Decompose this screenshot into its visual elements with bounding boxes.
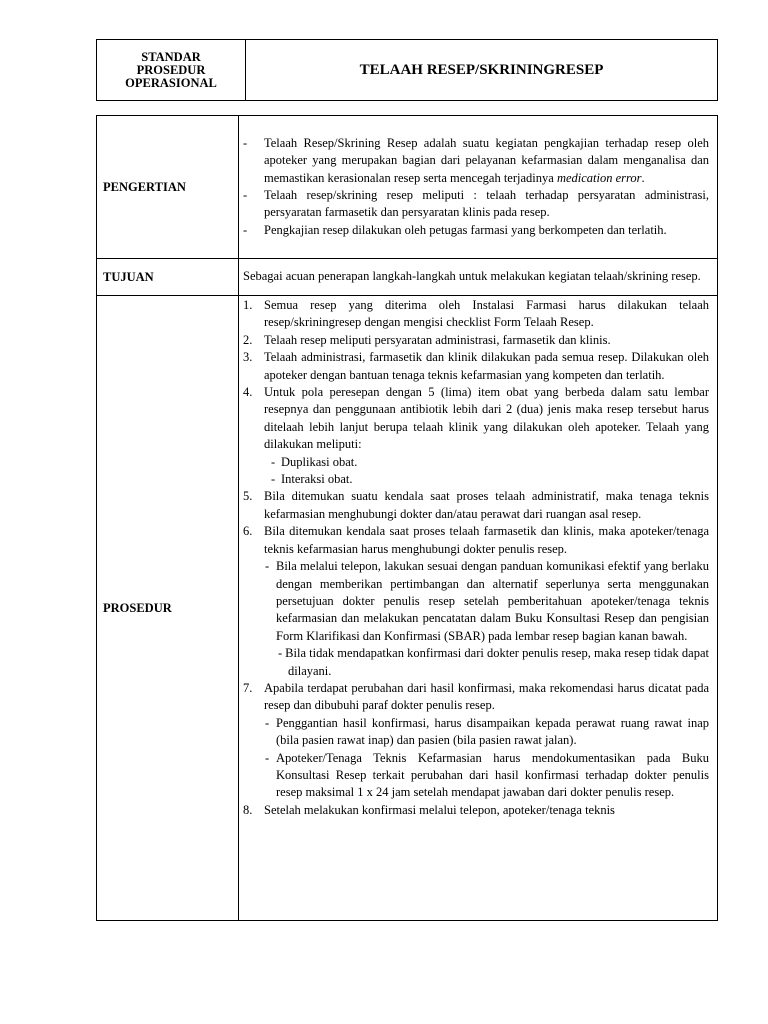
prosedur-step: 2. Telaah resep meliputi persyaratan administrasi, farmasetik dan klinis. [243,332,611,347]
prosedur-content [239,296,718,921]
sop-label-cell [97,40,246,101]
row-tujuan [97,259,718,296]
sop-header-table [96,39,718,101]
prosedur-step: 1. Semua resep yang diterima oleh Instalasi Farmasi harus dilakukan telaah resep/skriningresep dengan mengisi checklist Form Telaah Resep. [243,298,709,330]
prosedur-substep: - Bila tidak mendapatkan konfirmasi dari dokter penulis resep, maka resep tidak dapat dilayani. [278,646,709,678]
section-label-pengertian: PENGERTIAN [97,116,239,259]
prosedur-substep: - Duplikasi obat. [271,454,358,469]
pengertian-item: - Pengkajian resep dilakukan oleh petugas farmasi yang berkompeten dan terlatih. [243,222,709,239]
prosedur-substep: - Apoteker/Tenaga Teknis Kefarmasian harus mendokumentasikan pada Buku Konsultasi Resep terkait perubahan dari hasil konfirmasi terhadap dokter penulis resep maksimal 1 x 24 jam setelah mendapat jawaban dari dokter penulis resep. [265,750,709,800]
sop-label-line: OPERASIONAL [125,75,217,90]
document-title: TELAAH RESEP/SKRININGRESEP [246,40,718,101]
tujuan-text: Sebagai acuan penerapan langkah-langkah untuk melakukan kegiatan telaah/skrining resep. [243,269,701,284]
prosedur-step: 3. Telaah administrasi, farmasetik dan klinik dilakukan pada semua resep. Dilakukan oleh apoteker dengan bantuan tenaga teknis kefarmasian yang kompeten dan terlatih. [243,350,709,382]
prosedur-step: 8. Setelah melakukan konfirmasi melalui telepon, apoteker/tenaga teknis [243,802,615,817]
sop-content-table [96,115,718,921]
prosedur-substep: - Bila melalui telepon, lakukan sesuai dengan panduan komunikasi efektif yang berlaku dengan memberikan pertimbangan dan alternatif seperlunya serta menggunakan persetujuan dokter penulis resep setelah pemberitahuan apoteker/tenaga teknis kefarmasian dan melakukan pencatatan dalam Buku Konsultasi Resep dan pengisian Form Klarifikasi dan Konfirmasi (SBAR) pada lembar resep bagian kanan bawah. [265,559,709,643]
prosedur-substep: - Interaksi obat. [271,472,353,487]
section-label-prosedur: PROSEDUR [97,296,239,921]
sop-label-line: STANDAR [141,49,201,64]
prosedur-step: 5. Bila ditemukan suatu kendala saat proses telaah administratif, maka tenaga teknis kefarmasian menghubungi dokter dan/atau perawat dari ruangan asal resep. [243,489,709,521]
prosedur-step: 7. Apabila terdapat perubahan dari hasil konfirmasi, maka rekomendasi harus dicatat pada resep dan dibubuhi paraf dokter penulis resep. [243,680,709,713]
prosedur-step: 4. Untuk pola peresepan dengan 5 (lima) item obat yang berbeda dalam satu lembar resepnya dan penggunaan antibiotik lebih dari 2 (dua) jenis maka resep tersebut harus ditelaah lebih lanjut berupa telaah klinik yang dilakukan oleh apoteker. Telaah yang dilakukan meliputi: [243,385,709,452]
pengertian-content [239,116,718,259]
emphasis-text: medication error [556,170,642,185]
prosedur-substep: - Penggantian hasil konfirmasi, harus disampaikan kepada perawat ruang rawat inap (bila pasien rawat inap) dan pasien (bila pasien rawat jalan). [265,715,709,748]
pengertian-item: - Telaah Resep/Skrining Resep adalah suatu kegiatan pengkajian terhadap resep oleh apoteker yang merupakan bagian dari pelayanan kefarmasian dalam menganalisa dan memastikan kerasionalan resep serta mencegah terjadinya medication error. [243,135,709,187]
prosedur-step: 6. Bila ditemukan kendala saat proses telaah farmasetik dan klinis, maka apoteker/tenaga teknis kefarmasian harus menghubungi dokter penulis resep. [243,524,709,556]
pengertian-item: - Telaah resep/skrining resep meliputi : telaah terhadap persyaratan administrasi, persyaratan farmasetik dan persyaratan klinis pada resep. [243,187,709,222]
section-label-tujuan: TUJUAN [97,259,239,296]
row-prosedur [97,296,718,921]
row-pengertian [97,116,718,259]
sop-label-line: PROSEDUR [136,62,206,77]
tujuan-content [239,259,718,296]
